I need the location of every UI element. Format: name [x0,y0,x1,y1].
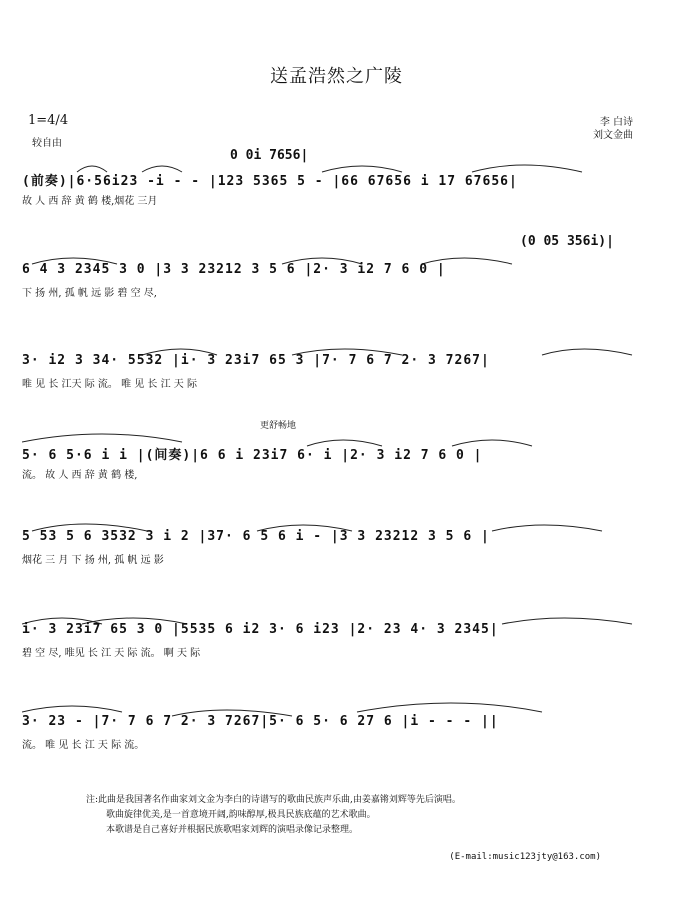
lyric-line: 流。 唯 见 长 江 天 际 流。 [22,740,145,751]
footnotes [86,793,606,838]
lyric-line: 碧 空 尽, 唯见 长 江 天 际 流。 啊 天 际 [22,648,201,659]
footnote-line: 注:此曲是我国著名作曲家刘文金为李白的诗谱写的歌曲民族声乐曲,由姜嘉锵刘辉等先后演唱。 [86,795,461,805]
notation-line: 3· i2 3 34· 5532 |i· 3 23i7 65 3 |7· 7 6 7 2· 3 7267| [22,353,490,368]
notation-line: 6 4 3 2345 3 0 |3 3 23212 3 5 6 |2· 3 i2 7 6 0 | [22,262,446,277]
notation-line: 5 53 5 6 3532 3 i 2 |37· 6 5 6 i - |3 3 23212 3 5 6 | [22,529,490,544]
intro-phrase-2: (0 05 356i)| [520,234,614,249]
footnote-line: 本歌谱是自己喜好并根据民族歌唱家刘辉的演唱录像记录整理。 [106,825,359,835]
lyric-line: 流。 故 人 西 辞 黄 鹤 楼, [22,470,138,481]
lyric-line: 唯 见 长 江天 际 流。 唯 见 长 江 天 际 [22,379,197,390]
lyric-line: 烟花 三 月 下 扬 州, 孤 帆 远 影 [22,555,164,566]
lyric-line: 故 人 西 辞 黄 鹤 楼,烟花 三月 [22,196,158,207]
tempo-marking: 较自由 [32,138,62,149]
notation-line: 3· 23 - |7· 7 6 7 2· 3 7267|5· 6 5· 6 27 6 |i - - - || [22,714,499,729]
notation-line: (前奏)|6·56i23 -i - - |123 5365 5 - |66 67656 i 17 67656| [22,174,518,189]
page-title: 送孟浩然之广陵 [270,66,403,87]
lyric-line: 下 扬 州, 孤 帆 远 影 碧 空 尽, [22,288,157,299]
notation-line: 5· 6 5·6 i i |(间奏)|6 6 i 23i7 6· i |2· 3 i2 7 6 0 | [22,448,483,463]
composer-credit: 刘文金曲 [593,130,633,141]
intro-phrase: 0 0i 7656| [230,148,309,163]
contact-email: (E-mail:music123jty@163.com) [449,852,601,862]
notation-line: i· 3 23i7 65 3 0 |5535 6 i2 3· 6 i23 |2· 23 4· 3 2345| [22,622,499,637]
footnote-line: 歌曲旋律优美,是一首意境开阔,韵味醇厚,极具民族底蕴的艺术歌曲。 [106,810,376,820]
lyricist-credit: 李 白诗 [599,117,633,128]
key-signature: 1=4/4 [28,113,69,128]
expression-marking: 更舒畅地 [260,421,297,431]
